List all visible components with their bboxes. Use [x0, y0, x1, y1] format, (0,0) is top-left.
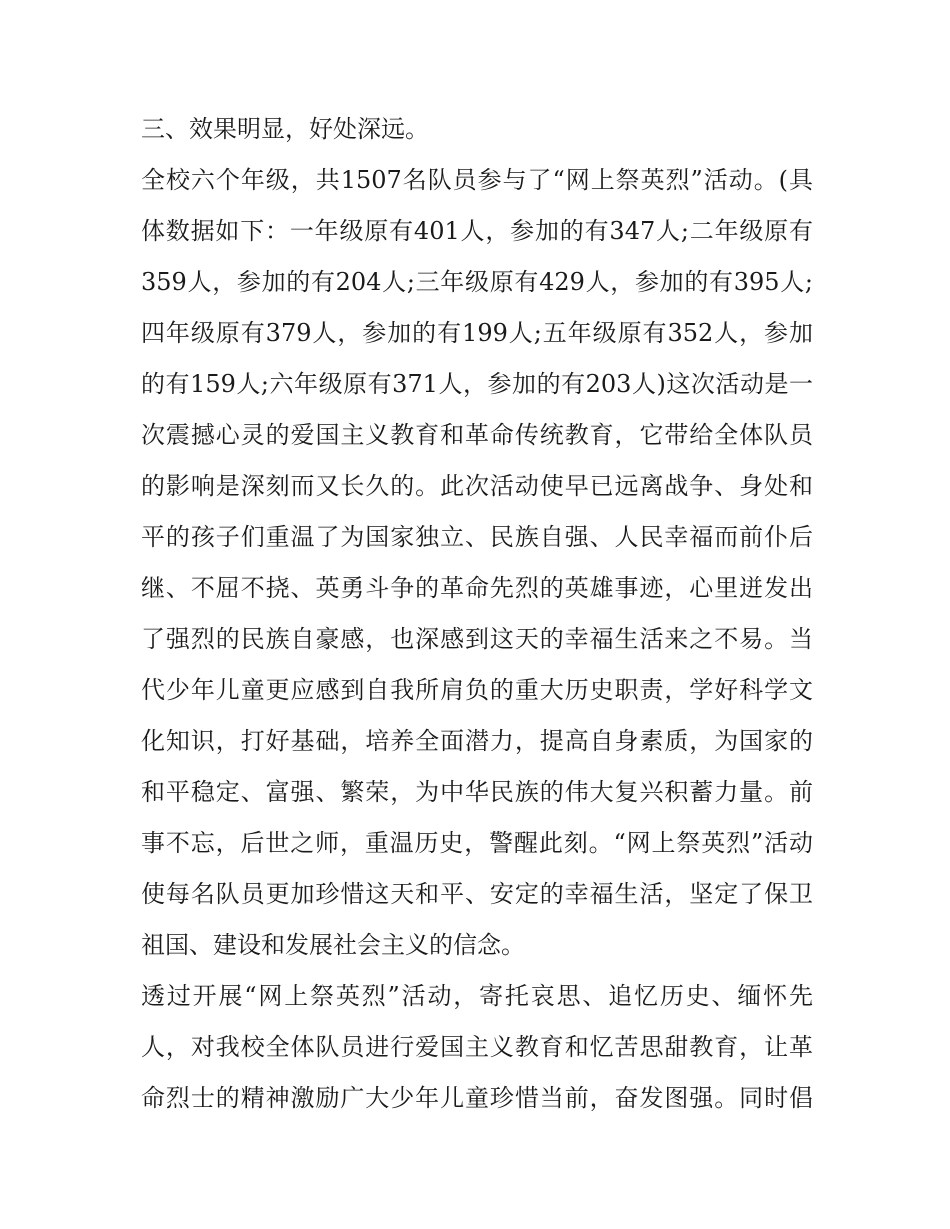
section-heading: 三、效果明显，好处深远。	[141, 115, 429, 143]
paragraph-line: 代少年儿童更应感到自我所肩负的重大历史职责，学好科学文	[141, 676, 813, 704]
paragraph-line: 使每名队员更加珍惜这天和平、安定的幸福生活，坚定了保卫	[141, 880, 813, 908]
paragraph-purpose	[141, 971, 813, 1124]
paragraph-line: 事不忘，后世之师，重温历史，警醒此刻。“网上祭英烈”活动	[141, 829, 813, 857]
document-body	[141, 104, 813, 1124]
paragraph-line: 人，对我校全体队员进行爱国主义教育和忆苦思甜教育，让革	[141, 1033, 813, 1061]
paragraph-line: 祖国、建设和发展社会主义的信念。	[141, 931, 525, 959]
paragraph-line: 的影响是深刻而又长久的。此次活动使早已远离战争、身处和	[141, 472, 813, 500]
paragraph-line: 命烈士的精神激励广大少年儿童珍惜当前，奋发图强。同时倡	[141, 1084, 813, 1112]
paragraph-participation	[141, 155, 813, 971]
paragraph-line: 化知识，打好基础，培养全面潜力，提高自身素质，为国家的	[141, 727, 813, 755]
paragraph-line: 透过开展“网上祭英烈”活动，寄托哀思、追忆历史、缅怀先	[141, 982, 813, 1010]
paragraph-line: 体数据如下：一年级原有401人，参加的有347人;二年级原有	[141, 217, 813, 245]
paragraph-line: 了强烈的民族自豪感，也深感到这天的幸福生活来之不易。当	[141, 625, 813, 653]
paragraph-line: 全校六个年级，共1507名队员参与了“网上祭英烈”活动。(具	[141, 166, 813, 194]
paragraph-line: 继、不屈不挠、英勇斗争的革命先烈的英雄事迹，心里迸发出	[141, 574, 813, 602]
paragraph-line: 和平稳定、富强、繁荣，为中华民族的伟大复兴积蓄力量。前	[141, 778, 813, 806]
paragraph-line: 的有159人;六年级原有371人，参加的有203人)这次活动是一	[141, 370, 813, 398]
paragraph-line: 次震撼心灵的爱国主义教育和革命传统教育，它带给全体队员	[141, 421, 813, 449]
paragraph-line: 四年级原有379人，参加的有199人;五年级原有352人，参加	[141, 319, 813, 347]
paragraph-line: 359人，参加的有204人;三年级原有429人，参加的有395人;	[141, 268, 813, 296]
paragraph-line: 平的孩子们重温了为国家独立、民族自强、人民幸福而前仆后	[141, 523, 813, 551]
